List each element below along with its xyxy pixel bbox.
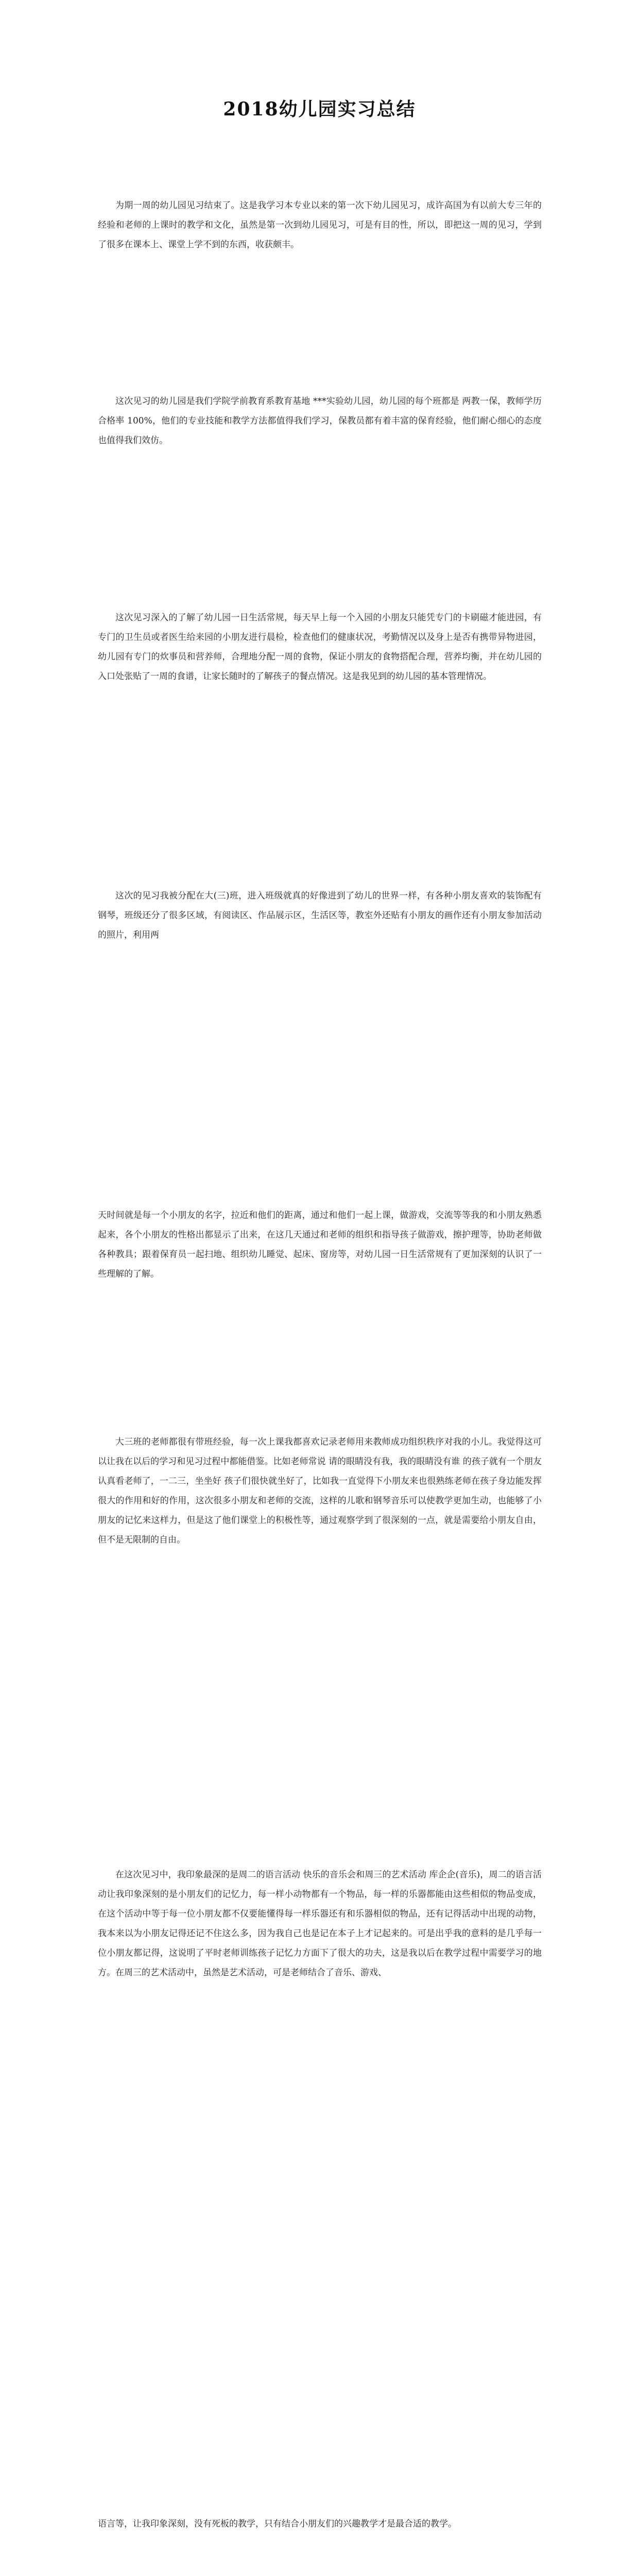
paragraph-1: 为期一周的幼儿园见习结束了。这是我学习本专业以来的第一次下幼儿园见习，成许高国为有以前大专三年的经验和老师的上课时的教学和文化，虽然是第一次到幼儿园见习，可是有目的性，所以，即把这一周的见习，学到了很多在课本上、课堂上学不到的东西，收获颇丰。 <box>98 200 542 250</box>
paragraph-6: 大三班的老师都很有带班经验，每一次上课我都喜欢记录老师用来教师成功组织秩序对我的小儿。我觉得这可以让我在以后的学习和见习过程中都能借鉴。比如老师常说 请的眼睛没有我，我的眼睛没有谁 的孩子就有一个朋友认真看老师了，一二三，坐坐好 孩子们很快就坐好了，比如我一直觉得下小朋友来也很熟练老师在孩子身边能发挥很大的作用和好的作用，这次很多小朋友和老师的交流，这样的儿歌和钢琴音乐可以使教学更加生动，也能够了小朋友的记忆来这样力，但是这了他们课堂上的积极性等，通过观察学到了很深刻的一点，就是需要给小朋友自由，但不是无限制的自由。 <box>98 1437 542 1545</box>
paragraph-3: 这次见习深入的了解了幼儿园一日生活常规，每天早上每一个入园的小朋友只能凭专门的卡刷磁才能进园，有专门的卫生员或者医生给来园的小朋友进行晨检，检查他们的健康状况，考勤情况以及身上是否有携带异物进园，幼儿园有专门的炊事员和营养师，合理地分配一周的食物，保证小朋友的食物搭配合理，营养均衡，并在幼儿园的入口处张贴了一周的食谱，让家长随时的了解孩子的餐点情况。这是我见到的幼儿园的基本管理情况。 <box>98 613 542 682</box>
paragraph-4: 这次的见习我被分配在大(三)班，进入班级就真的好像进到了幼儿的世界一样，有各种小朋友喜欢的装饰配有钢琴，班级还分了很多区域，有阅读区、作品展示区，生活区等，教室外还贴有小朋友的画作还有小朋友参加活动的照片，利用两 <box>98 891 542 940</box>
paragraph-2: 这次见习的幼儿园是我们学院学前教育系教育基地 ***实验幼儿园，幼儿园的每个班都是 两教一保，教师学历合格率 100%，他们的专业技能和教学方法都值得我们学习，保教员都有着丰富的保育经验，他们耐心细心的态度也值得我们效仿。 <box>98 396 542 446</box>
paragraph-5: 天时间就是每一个小朋友的名字，拉近和他们的距离，通过和他们一起上课，做游戏，交流等等我的和小朋友熟悉起来，各个小朋友的性格出都显示了出来，在这几天通过和老师的组织和指导孩子做游戏，擦护理等，协助老师做各种教具；跟着保育员一起扫地、组织幼儿睡觉、起床、窗房等，对幼儿园一日生活常规有了更加深刻的认识了一些理解的了解。 <box>98 1210 542 1279</box>
paragraph-8: 语言等，让我印象深刻，没有死板的教学，只有结合小朋友们的兴趣教学才是最合适的教学。 <box>98 2519 457 2529</box>
document-title: 2018幼儿园实习总结 <box>223 98 416 121</box>
paragraph-7: 在这次见习中，我印象最深的是周二的语言活动 快乐的音乐会和周三的艺术活动 库企企(音乐)，周二的语言活动让我印象深刻的是小朋友们的记忆力，每一样小动物都有一个物品，每一样的乐器都能由这些相似的物品变成，在这个活动中等于每一位小朋友都不仅要能懂得每一样乐器还有和乐器相似的物品，还有记得活动中出现的动物，我本来以为小朋友记得还记不住这么多，因为我自己也是记在本子上才记起来的。可是出乎我的意料的是几乎每一位小朋友都记得，这说明了平时老师训练孩子记忆力方面下了很大的功夫，这是我以后在教学过程中需要学习的地方。在周三的艺术活动中，虽然是艺术活动，可是老师结合了音乐、游戏、 <box>98 1870 542 1978</box>
